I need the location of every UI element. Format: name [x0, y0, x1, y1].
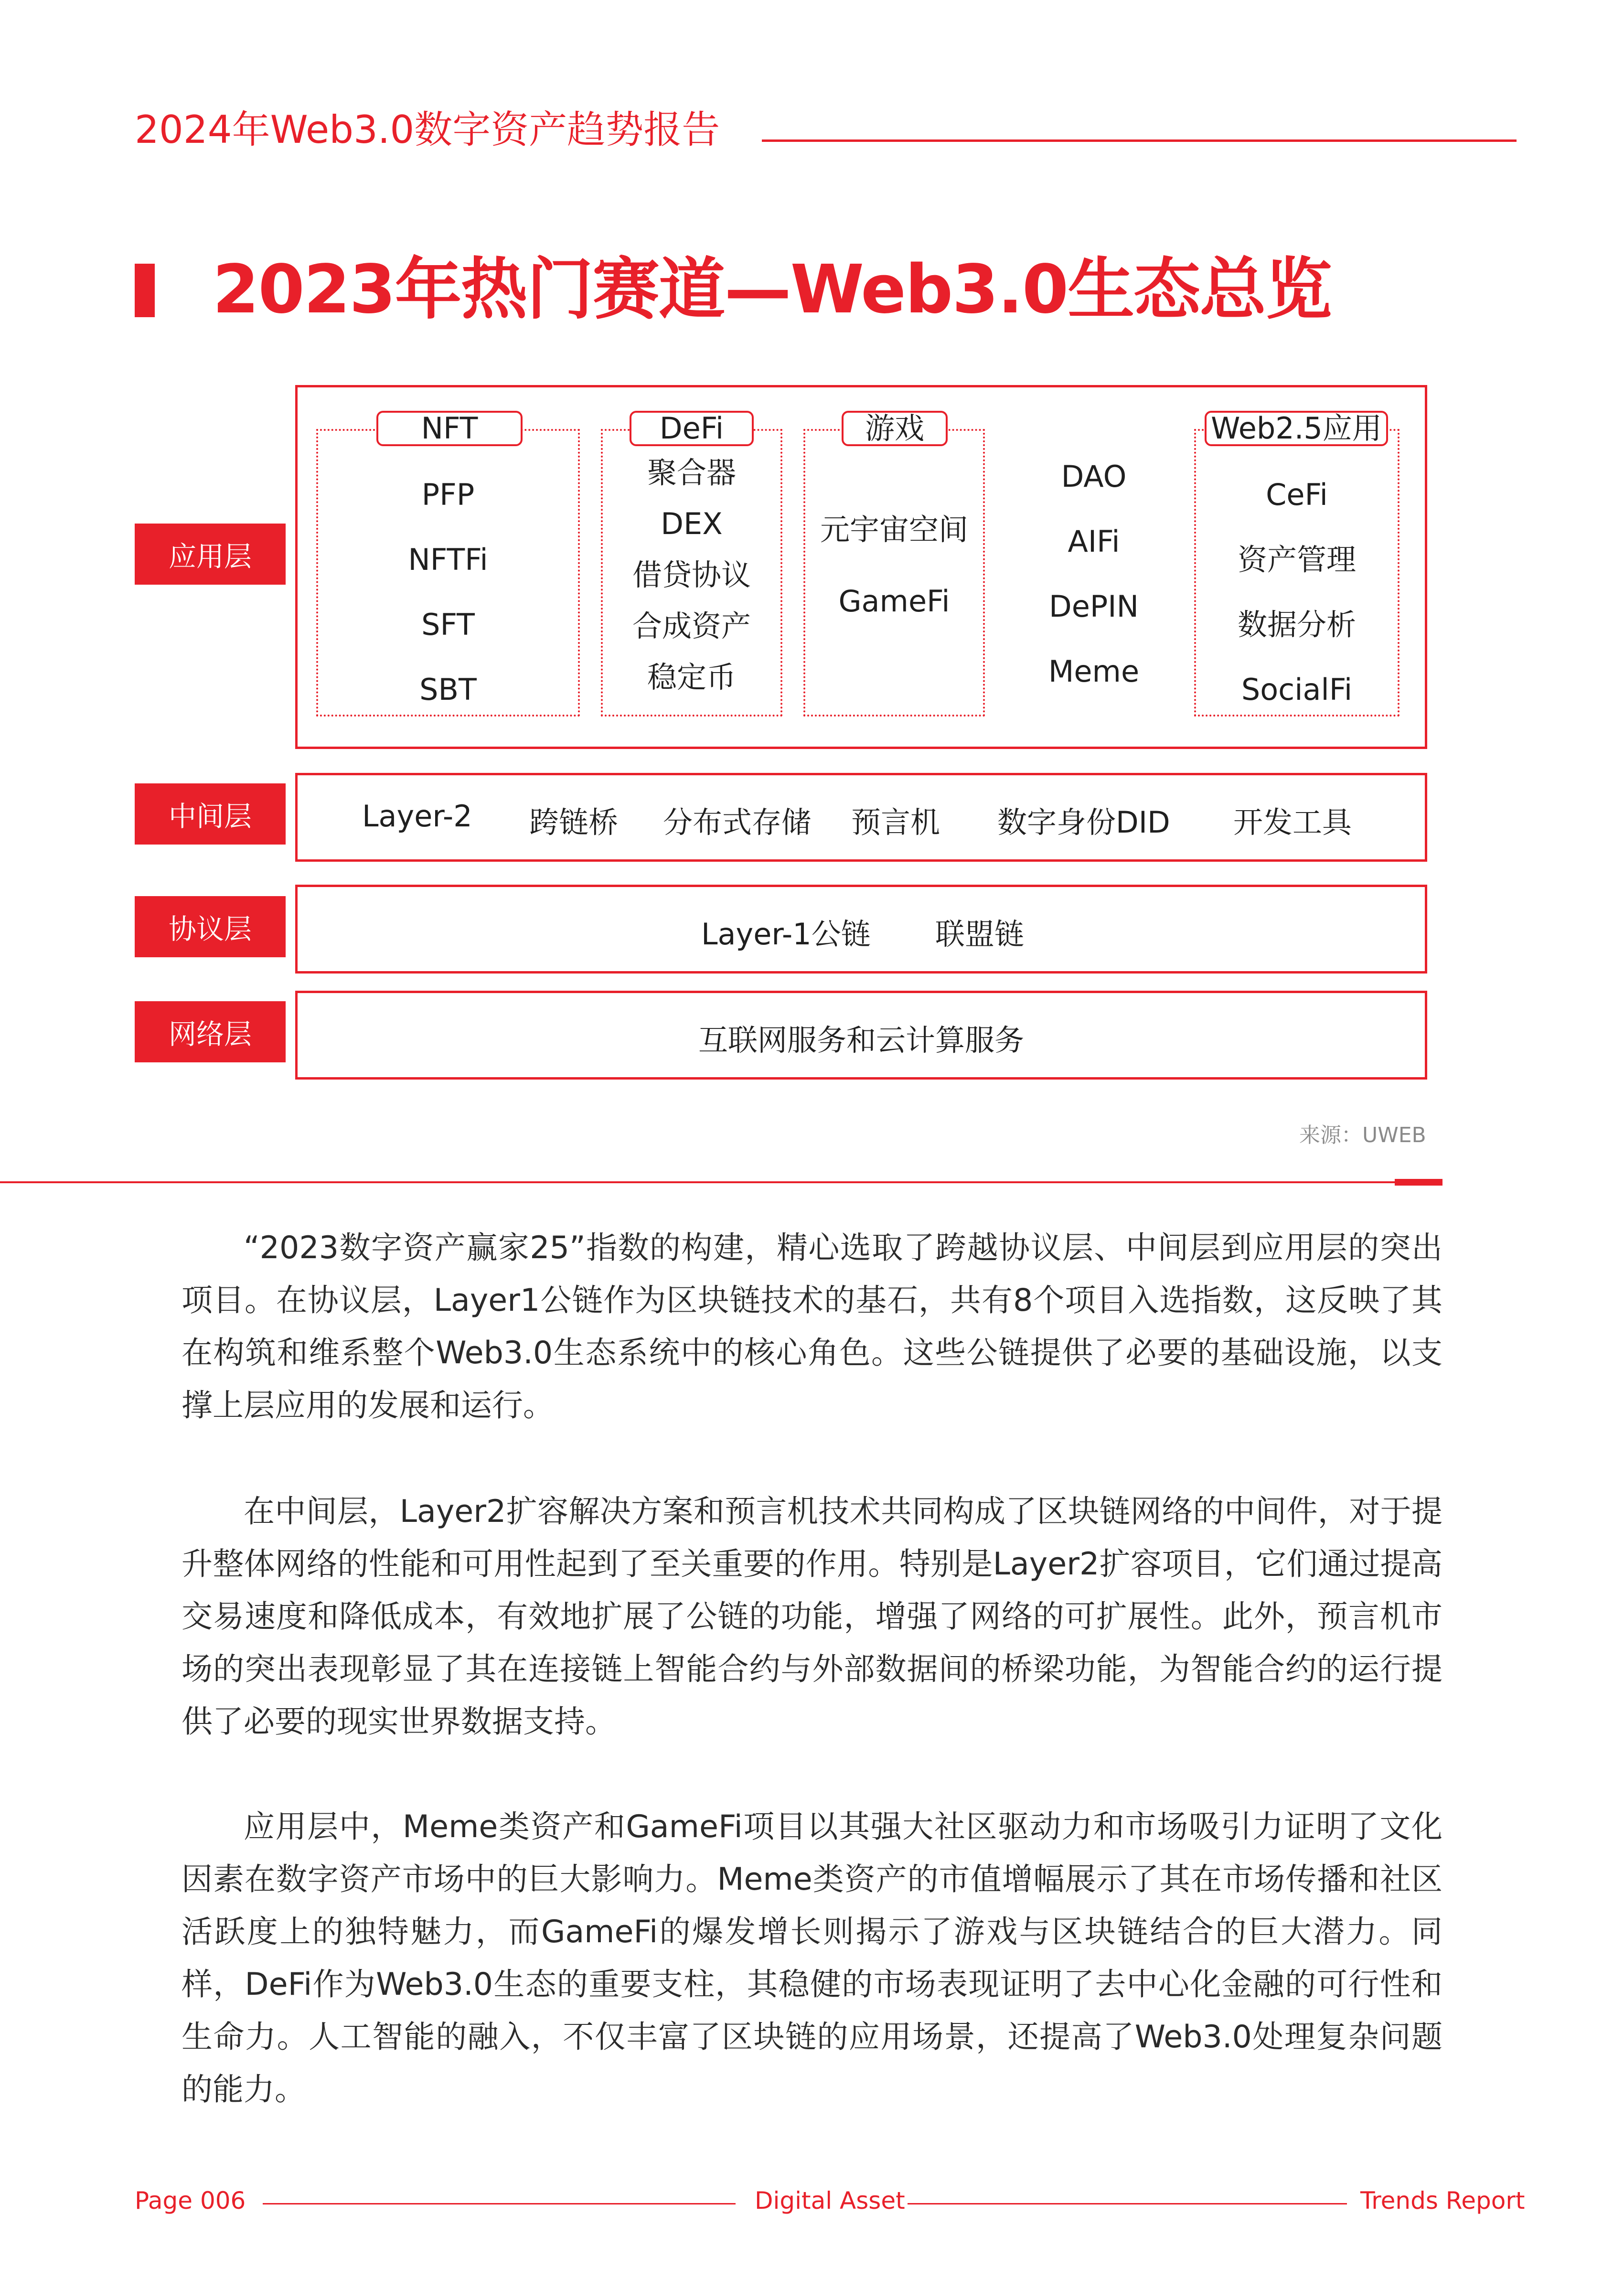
middle-item-devtools: 开发工具	[1233, 805, 1352, 840]
list-item: 数据分析	[1237, 607, 1356, 642]
footer-right-text: Trends Report	[1360, 2187, 1525, 2215]
layer-label-middle: 中间层	[135, 783, 286, 845]
protocol-item-consortium: 联盟链	[935, 917, 1025, 952]
game-items	[803, 494, 985, 637]
nft-items	[316, 462, 580, 722]
web25-tag: Web2.5应用	[1205, 411, 1388, 446]
list-item: AIFi	[1068, 524, 1120, 559]
protocol-item-layer1: Layer-1公链	[701, 917, 871, 952]
list-item: SocialFi	[1241, 672, 1353, 707]
list-item: 稳定币	[647, 660, 736, 695]
list-item: Meme	[1048, 654, 1140, 689]
list-item: 元宇宙空间	[820, 512, 968, 547]
list-item: DAO	[1061, 459, 1127, 494]
middle-item-layer2: Layer-2	[362, 799, 472, 834]
footer-rule-left	[263, 2203, 736, 2204]
defi-items	[601, 447, 782, 703]
network-item-cloud: 互联网服务和云计算服务	[698, 1023, 1024, 1058]
paragraph-3: 应用层中，Meme类资产和GameFi项目以其强大社区驱动力和市场吸引力证明了文化因素在数字资产市场中的巨大影响力。Meme类资产的市值增幅展示了其在市场传播和社区活跃度上的独特魅力，而GameFi的爆发增长则揭示了游戏与区块链结合的巨大潜力。同样，DeFi作为Web3.0生态的重要支柱，其稳健的市场表现证明了去中心化金融的可行性和生命力。人工智能的融入，不仅丰富了区块链的应用场景，还提高了Web3.0处理复杂问题的能力。	[182, 1809, 1442, 2108]
list-item: 借贷协议	[632, 557, 751, 592]
game-tag: 游戏	[842, 411, 948, 446]
protocol-layer-items	[295, 910, 1427, 952]
list-item: CeFi	[1266, 477, 1328, 512]
list-item: NFTFi	[408, 542, 488, 577]
list-item: SBT	[419, 672, 477, 707]
layer-label-application: 应用层	[135, 524, 286, 585]
source-note: 来源：UWEB	[1299, 1123, 1426, 1147]
list-item: DEX	[661, 506, 723, 541]
section-title: 2023年热门赛道—Web3.0生态总览	[213, 251, 1332, 329]
list-item: 资产管理	[1237, 542, 1356, 577]
middle-item-did: 数字身份DID	[997, 805, 1170, 840]
defi-tag: DeFi	[630, 411, 754, 446]
footer-rule-right	[908, 2203, 1347, 2204]
header-rule	[762, 139, 1517, 142]
report-title: 2024年Web3.0数字资产趋势报告	[135, 107, 720, 152]
divider-accent	[1395, 1179, 1442, 1186]
title-accent-bar	[135, 264, 155, 317]
list-item: 聚合器	[647, 455, 736, 490]
list-item: SFT	[421, 607, 475, 642]
list-item: GameFi	[838, 584, 950, 619]
layer-label-protocol: 协议层	[135, 896, 286, 957]
layer-label-network: 网络层	[135, 1001, 286, 1062]
middle-item-bridge: 跨链桥	[529, 805, 619, 840]
list-item: 合成资产	[632, 609, 751, 643]
paragraph-1: “2023数字资产赢家25”指数的构建，精心选取了跨越协议层、中间层到应用层的突出项目。在协议层，Layer1公链作为区块链技术的基石，共有8个项目入选指数，这反映了其在构筑和维系整个Web3.0生态系统中的核心角色。这些公链提供了必要的基础设施，以支撑上层应用的发展和运行。	[182, 1230, 1442, 1423]
middle-item-storage: 分布式存储	[663, 805, 812, 840]
nft-tag: NFT	[376, 411, 523, 446]
footer-page-number: Page 006	[135, 2187, 246, 2215]
section-divider	[0, 1181, 1442, 1183]
middle-layer-items	[295, 799, 1427, 840]
network-layer-items	[295, 1016, 1427, 1058]
footer-center-text: Digital Asset	[755, 2187, 905, 2215]
web25-items	[1194, 462, 1400, 722]
list-item: PFP	[421, 477, 475, 512]
paragraph-2: 在中间层，Layer2扩容解决方案和预言机技术共同构成了区块链网络的中间件，对于提升整体网络的性能和可用性起到了至关重要的作用。特别是Layer2扩容项目，它们通过提高交易速度和降低成本，有效地扩展了公链的功能，增强了网络的可扩展性。此外，预言机市场的突出表现彰显了其在连接链上智能合约与外部数据间的桥梁功能，为智能合约的运行提供了必要的现实世界数据支持。	[182, 1494, 1442, 1740]
misc-items	[1003, 444, 1185, 704]
list-item: DePIN	[1049, 589, 1139, 624]
middle-item-oracle: 预言机	[851, 805, 940, 840]
